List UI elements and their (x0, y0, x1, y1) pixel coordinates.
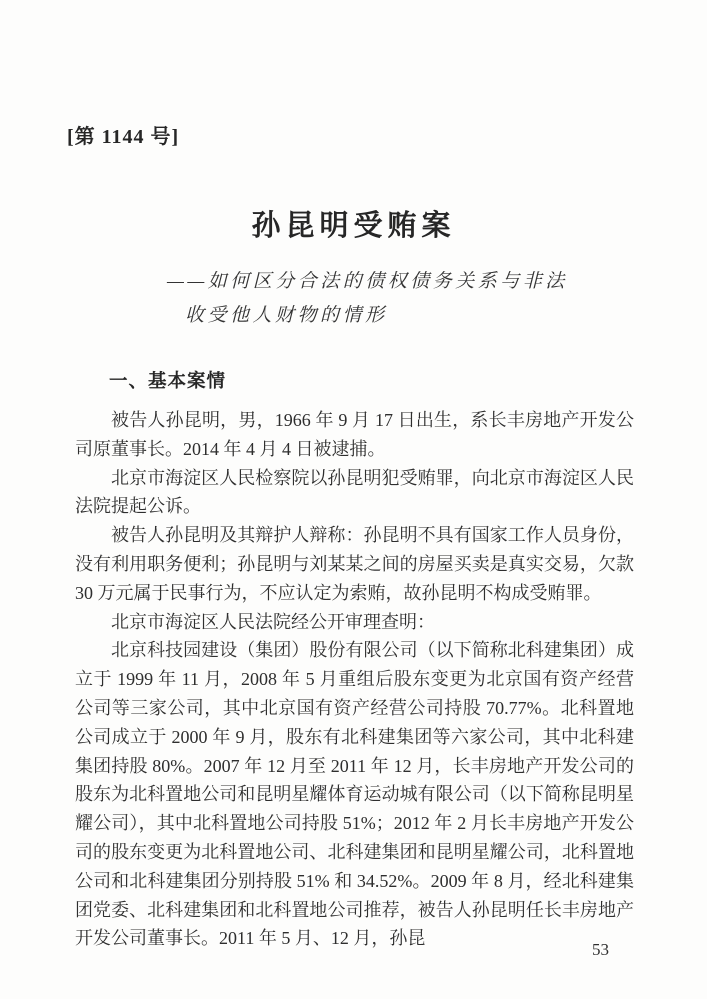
paragraph-company-background: 北京科技园建设（集团）股份有限公司（以下简称北科建集团）成立于 1999 年 11 月，2008 年 5 月重组后股东变更为北京国有资产经营公司等三家公司，其中北京国有资产经营公司持股 70.77%。北科置地公司成立于 2000 年 9 月，股东有北科建集团等六家公司，其中北科建集团持股 80%。2007 年 12 月至 2011 年 12 月，长丰房地产开发公司的股东为北科置地公司和昆明星耀体育运动城有限公司（以下简称昆明星耀公司），其中北科置地公司持股 51%；2012 年 2 月长丰房地产开发公司的股东变更为北科置地公司、北科建集团和昆明星耀公司，北科置地公司和北科建集团分别持股 51% 和 34.52%。2009 年 8 月，经北科建集团党委、北科建集团和北科置地公司推荐，被告人孙昆明任长丰房地产开发公司董事长。2011 年 5 月、12 月，孙昆 (75, 640, 634, 949)
case-subtitle (167, 265, 568, 333)
case-title: 孙昆明受贿案 (251, 210, 456, 242)
subtitle-line-1: ——如何区分合法的债权债务关系与非法 (167, 271, 568, 292)
case-number-label: [第 1144 号] (67, 126, 180, 148)
paragraph-prosecution: 北京市海淀区人民检察院以孙昆明犯受贿罪，向北京市海淀区人民法院提起公诉。 (75, 467, 634, 517)
page-number: 53 (592, 940, 609, 959)
paragraph-court-finding-intro: 北京市海淀区人民法院经公开审理查明： (111, 611, 435, 632)
section-heading-basic-facts: 一、基本案情 (109, 370, 227, 391)
paragraph-defendant-info: 被告人孙昆明，男，1966 年 9 月 17 日出生，系长丰房地产开发公司原董事长。2014 年 4 月 4 日被逮捕。 (75, 410, 634, 459)
subtitle-line-2: 收受他人财物的情形 (185, 305, 388, 326)
case-body (75, 406, 634, 953)
paragraph-defense-argument: 被告人孙昆明及其辩护人辩称：孙昆明不具有国家工作人员身份，没有利用职务便利；孙昆明与刘某某之间的房屋买卖是真实交易，欠款 30 万元属于民事行为，不应认定为索贿，故孙昆明不构成受贿罪。 (75, 525, 634, 603)
